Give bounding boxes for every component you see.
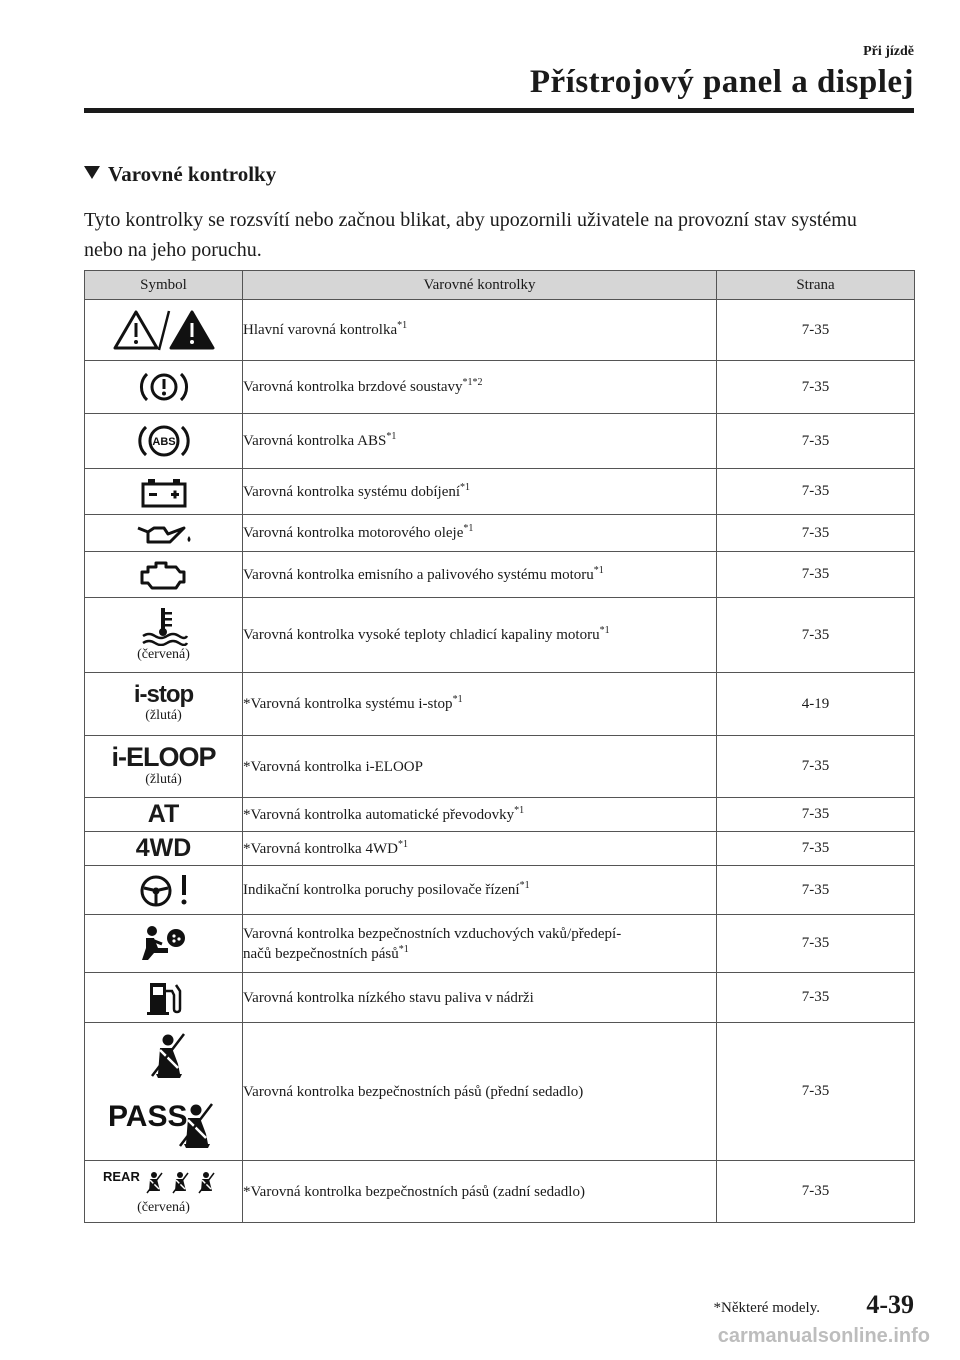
warning-name: Varovná kontrolka vysoké teploty chladicí kapaliny motoru xyxy=(243,627,600,643)
page-ref: 7-35 xyxy=(717,414,915,469)
footnote-some-models: *Některé modely. xyxy=(713,1300,820,1316)
table-row xyxy=(85,469,915,515)
chapter-label: Při jízdě xyxy=(863,44,914,59)
table-row xyxy=(85,1161,915,1223)
footnote-ref: *1 xyxy=(386,431,397,442)
footnote-ref: *1 xyxy=(460,481,471,493)
page-ref: 7-35 xyxy=(717,1023,915,1161)
icon-color-note: (žlutá) xyxy=(145,708,182,723)
4wd-warning-icon: 4WD xyxy=(135,834,192,862)
table-row xyxy=(85,1023,915,1161)
column-header-page: Strana xyxy=(717,271,915,300)
warning-name: Varovná kontrolka ABS xyxy=(243,433,387,449)
table-row xyxy=(85,361,915,414)
table-row xyxy=(85,798,915,832)
table-row xyxy=(85,552,915,598)
page-ref: 7-35 xyxy=(717,915,915,973)
triangle-bullet-icon xyxy=(84,166,100,179)
column-header-name: Varovné kontrolky xyxy=(243,271,717,300)
abs-warning-icon xyxy=(137,422,191,460)
page-ref: 7-35 xyxy=(717,1161,915,1223)
watermark: carmanualsonline.info xyxy=(717,1325,930,1347)
table-row xyxy=(85,832,915,866)
page-ref: 7-35 xyxy=(717,736,915,798)
table-row xyxy=(85,598,915,673)
i-eloop-warning-icon: i-ELOOP xyxy=(111,742,216,772)
coolant-temperature-warning-icon xyxy=(139,606,189,646)
footnote-ref: *1 xyxy=(398,943,409,955)
front-seat-belt-warning-icon xyxy=(104,1030,224,1154)
page-ref: 7-35 xyxy=(717,798,915,832)
icon-color-note: (žlutá) xyxy=(145,772,182,787)
power-steering-malfunction-icon xyxy=(134,872,194,908)
icon-color-note: (červená) xyxy=(137,1199,190,1215)
warning-name: Varovná kontrolka i-ELOOP xyxy=(250,758,423,775)
i-stop-warning-icon: i-stop xyxy=(133,681,194,708)
footnote-ref: *1 xyxy=(463,523,474,534)
warning-name: Varovná kontrolka bezpečnostních pásů (přední sedadlo) xyxy=(243,1083,584,1100)
page-ref: 7-35 xyxy=(717,973,915,1023)
table-row xyxy=(85,736,915,798)
low-fuel-warning-icon xyxy=(144,979,184,1017)
model-asterisk: * xyxy=(243,758,251,775)
footnote-ref: *1 xyxy=(397,838,408,850)
check-engine-warning-icon xyxy=(136,558,192,592)
airbag-pretensioner-warning-icon xyxy=(136,924,192,964)
footnote-ref: *1 xyxy=(599,625,610,636)
warning-name: Hlavní varovná kontrolka xyxy=(243,322,398,338)
warning-name: Varovná kontrolka bezpečnostních pásů (zadní sedadlo) xyxy=(250,1183,585,1200)
table-row xyxy=(85,973,915,1023)
model-asterisk: * xyxy=(243,840,251,857)
warning-name: Varovná kontrolka bezpečnostních vzduchových vaků/předepí- xyxy=(243,925,622,942)
section-heading-text: Varovné kontrolky xyxy=(108,162,277,186)
warning-name: Indikační kontrolka poruchy posilovače řízení xyxy=(243,882,520,898)
table-row xyxy=(85,300,915,361)
warning-name: Varovná kontrolka brzdové soustavy xyxy=(243,379,463,395)
page-ref: 7-35 xyxy=(717,832,915,866)
footnote-ref: *1 xyxy=(519,880,530,891)
section-heading xyxy=(84,162,276,187)
warning-name: Varovná kontrolka nízkého stavu paliva v nádrži xyxy=(243,989,534,1006)
warning-name: Varovná kontrolka emisního a palivového systému motoru xyxy=(243,566,594,583)
footnote-ref: *1*2 xyxy=(462,377,483,388)
svg-text:REAR: REAR xyxy=(102,1168,140,1184)
warning-name: Varovná kontrolka automatické převodovky xyxy=(250,806,515,823)
table-row xyxy=(85,515,915,552)
brake-system-warning-icon xyxy=(139,369,189,405)
table-row xyxy=(85,866,915,915)
footnote-ref: *1 xyxy=(452,694,463,705)
icon-color-note: (červená) xyxy=(137,647,190,662)
page-ref: 7-35 xyxy=(717,469,915,515)
page-ref: 4-19 xyxy=(717,673,915,736)
footnote-ref: *1 xyxy=(514,804,525,816)
rear-seat-belt-warning-icon xyxy=(99,1167,229,1199)
intro-paragraph: Tyto kontrolky se rozsvítí nebo začnou blikat, aby upozornili uživatele na provozní stav systému nebo na jeho poruchu. xyxy=(84,209,857,261)
footnote-ref: *1 xyxy=(593,564,604,576)
warning-name: Varovná kontrolka motorového oleje xyxy=(243,525,464,541)
table-row xyxy=(85,673,915,736)
table-row xyxy=(85,414,915,469)
footnote-ref: *1 xyxy=(397,320,408,331)
page-ref: 7-35 xyxy=(717,552,915,598)
engine-oil-warning-icon xyxy=(134,520,194,546)
svg-text:ABS: ABS xyxy=(151,436,176,448)
column-header-symbol: Symbol xyxy=(85,271,243,300)
svg-text:PASS: PASS xyxy=(107,1099,187,1133)
page-number: 4-39 xyxy=(866,1290,914,1319)
page-ref: 7-35 xyxy=(717,598,915,673)
warning-name: Varovná kontrolka systému dobíjení xyxy=(243,483,461,500)
warning-name: Varovná kontrolka systému i-stop xyxy=(250,696,453,712)
warning-name: Varovná kontrolka 4WD xyxy=(250,840,398,857)
page-ref: 7-35 xyxy=(717,300,915,361)
warning-lights-table xyxy=(84,270,915,1223)
header-divider xyxy=(84,108,914,113)
model-asterisk: * xyxy=(243,806,251,823)
model-asterisk: * xyxy=(243,1183,251,1200)
automatic-transmission-warning-icon: AT xyxy=(147,800,180,828)
page-ref: 7-35 xyxy=(717,515,915,552)
table-row xyxy=(85,915,915,973)
table-header-row xyxy=(85,271,915,300)
charging-system-warning-icon xyxy=(139,476,189,508)
page-title: Přístrojový panel a displej xyxy=(529,64,914,100)
page-ref: 7-35 xyxy=(717,866,915,915)
page-ref: 7-35 xyxy=(717,361,915,414)
model-asterisk: * xyxy=(243,696,251,712)
warning-name-continued: načů bezpečnostních pásů xyxy=(243,945,399,962)
master-warning-icon xyxy=(112,307,216,353)
